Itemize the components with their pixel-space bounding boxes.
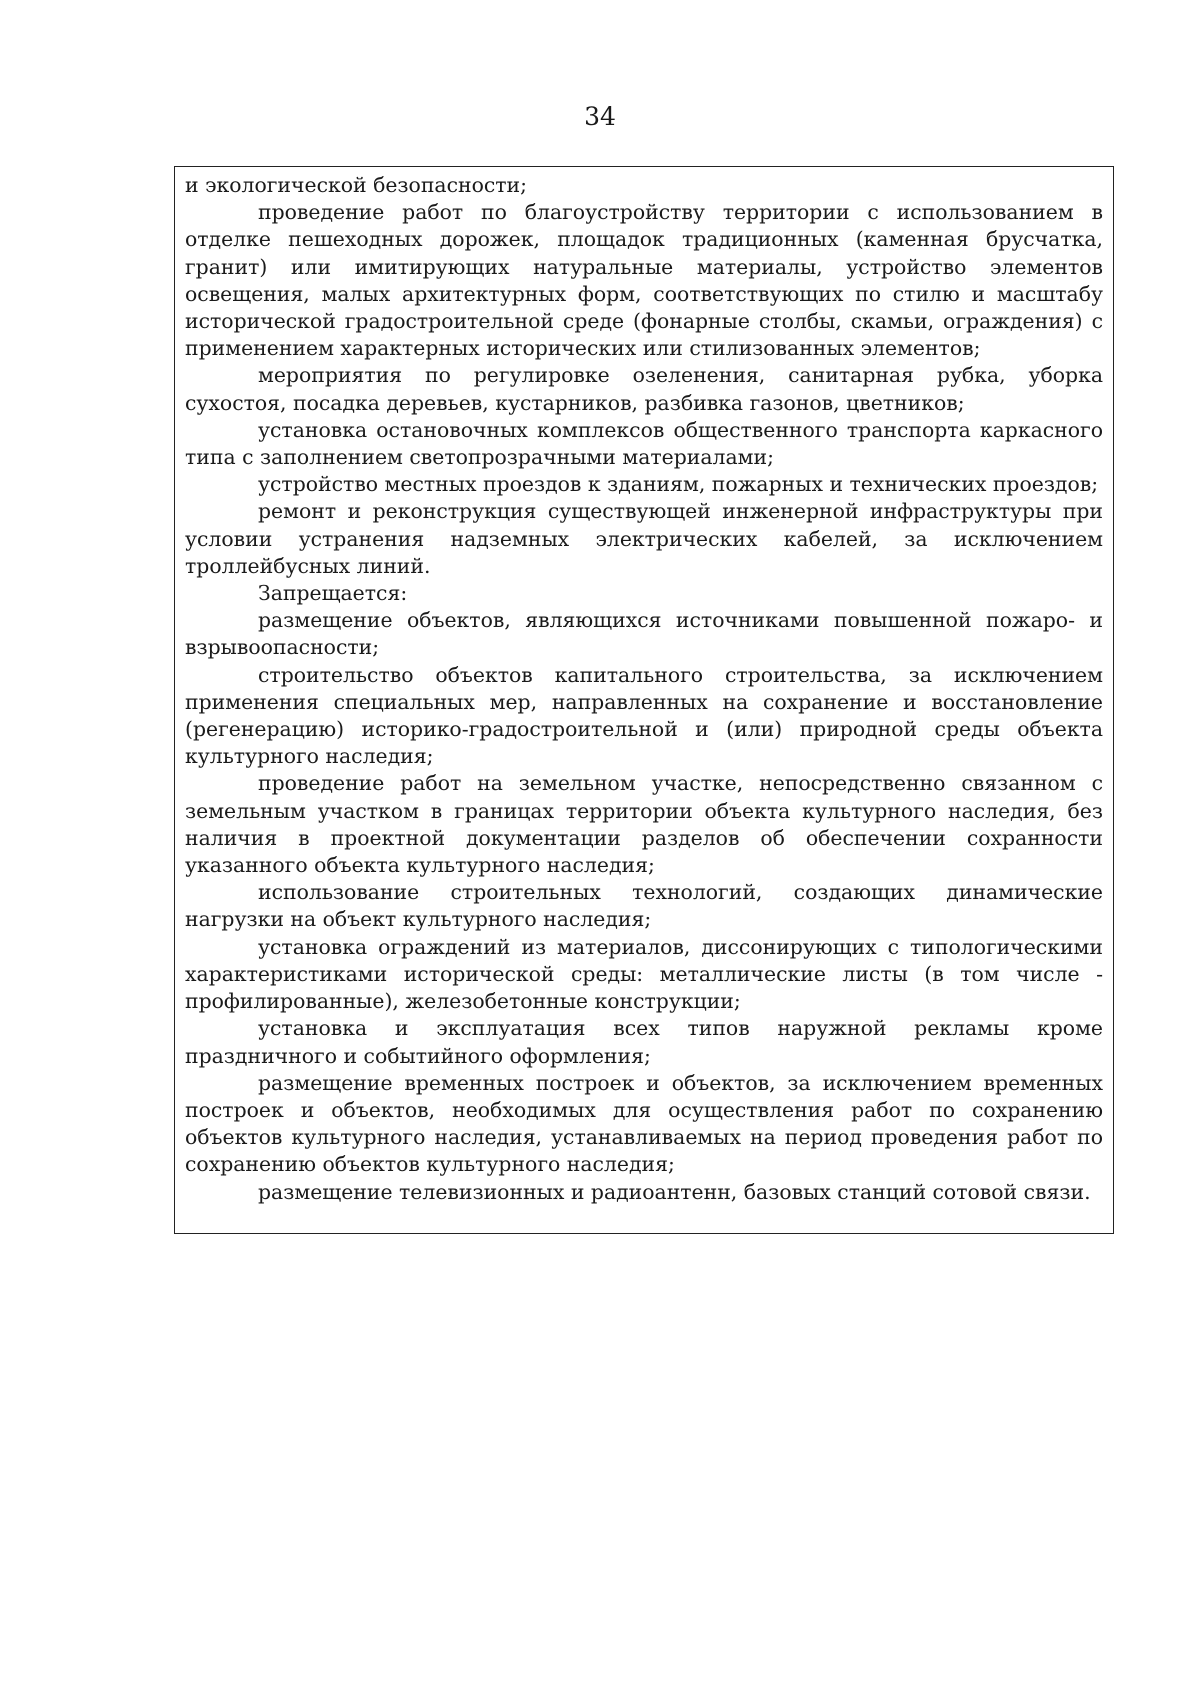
paragraph: использование строительных технологий, создающих динамические нагрузки на объект культурного наследия; (185, 880, 1103, 932)
paragraph: размещение временных построек и объектов, за исключением временных построек и объектов, необходимых для осуществления работ по сохранению объектов культурного наследия, устанавливаемых на период проведения работ по сохранению объектов культурного наследия; (185, 1070, 1103, 1177)
paragraph: мероприятия по регулировке озеленения, санитарная рубка, уборка сухостоя, посадка деревьев, кустарников, разбивка газонов, цветников; (185, 363, 1103, 415)
paragraph: ремонт и реконструкция существующей инженерной инфраструктуры при условии устранения надземных электрических кабелей, за исключением троллейбусных линий. (185, 499, 1103, 578)
paragraph: размещение телевизионных и радиоантенн, базовых станций сотовой связи. (258, 1179, 1091, 1204)
paragraph: и экологической безопасности; (185, 173, 528, 197)
paragraph: проведение работ по благоустройству территории с использованием в отделке пешеходных дорожек, площадок традиционных (каменная брусчатка, гранит) или имитирующих натуральные материалы, устройство элементов освещения, малых архитектурных форм, соответствующих по стилю и масштабу исторической градостроительной среде (фонарные столбы, скамьи, ограждения) с применением характерных исторических или стилизованных элементов; (185, 200, 1103, 361)
paragraph: установка и эксплуатация всех типов наружной рекламы кроме праздничного и событийного оформления; (185, 1016, 1103, 1068)
paragraph: размещение объектов, являющихся источниками повышенной пожаро- и взрывоопасности; (185, 608, 1103, 660)
paragraph: строительство объектов капитального строительства, за исключением применения специальных мер, направленных на сохранение и восстановление (регенерацию) историко-градостроительной и (или) природной среды объекта культурного наследия; (185, 662, 1103, 769)
paragraph-heading: Запрещается: (258, 581, 408, 606)
text-frame (174, 166, 1114, 1234)
paragraph: установка остановочных комплексов общественного транспорта каркасного типа с заполнением светопрозрачными материалами; (185, 417, 1103, 470)
page-number: 34 (584, 102, 616, 131)
paragraph: проведение работ на земельном участке, непосредственно связанном с земельным участком в границах территории объекта культурного наследия, без наличия в проектной документации разделов об обеспечении сохранности указанного объекта культурного наследия; (185, 771, 1103, 878)
paragraph: установка ограждений из материалов, диссонирующих с типологическими характеристиками исторической среды: металлические листы (в том числе - профилированные), железобетонные конструкции; (185, 934, 1103, 1014)
paragraph: устройство местных проездов к зданиям, пожарных и технических проездов; (258, 472, 1099, 497)
